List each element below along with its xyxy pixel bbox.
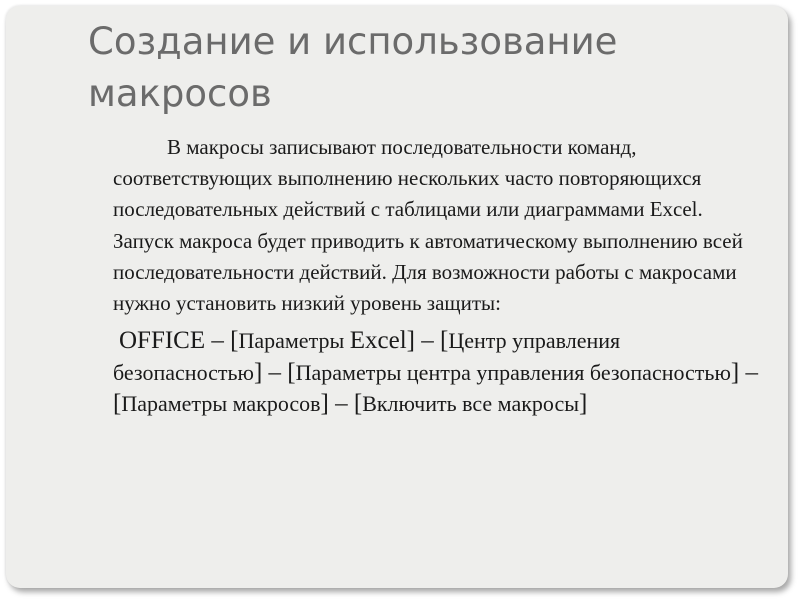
- path-separator: ] – [: [320, 390, 363, 418]
- path-office: OFFICE – [: [119, 327, 239, 355]
- slide-title-line1: Создание и использование: [88, 20, 618, 63]
- description-paragraph: В макросы записывают последовательности команд, соответствующих выполнению нескольких часто повторяющихся последовательных действий с таблицами или диаграммами Excel. Запуск макроса будет приводить к автоматическому выполнению всей последовательности действий. Для возможности работы с макросами нужно установить низкий уровень защиты:: [113, 135, 743, 316]
- slide-title: [88, 16, 728, 120]
- path-enable-all-macros: Включить все макросы: [362, 391, 579, 417]
- path-excel: Excel] – [: [349, 327, 449, 355]
- path-bracket-close: ]: [579, 390, 588, 418]
- path-trust-center: Центр управления безопасностью: [113, 328, 621, 385]
- slide-title-line2: макросов: [88, 72, 272, 115]
- path-params-label: Параметры: [238, 328, 350, 354]
- slide-body: [113, 132, 763, 420]
- settings-path-paragraph: [113, 325, 763, 420]
- path-separator: ] – [: [113, 358, 758, 418]
- path-macro-settings: Параметры макросов: [121, 391, 321, 417]
- path-separator: ] – [: [253, 358, 296, 386]
- path-trust-center-settings: Параметры центра управления безопасностью: [295, 359, 731, 385]
